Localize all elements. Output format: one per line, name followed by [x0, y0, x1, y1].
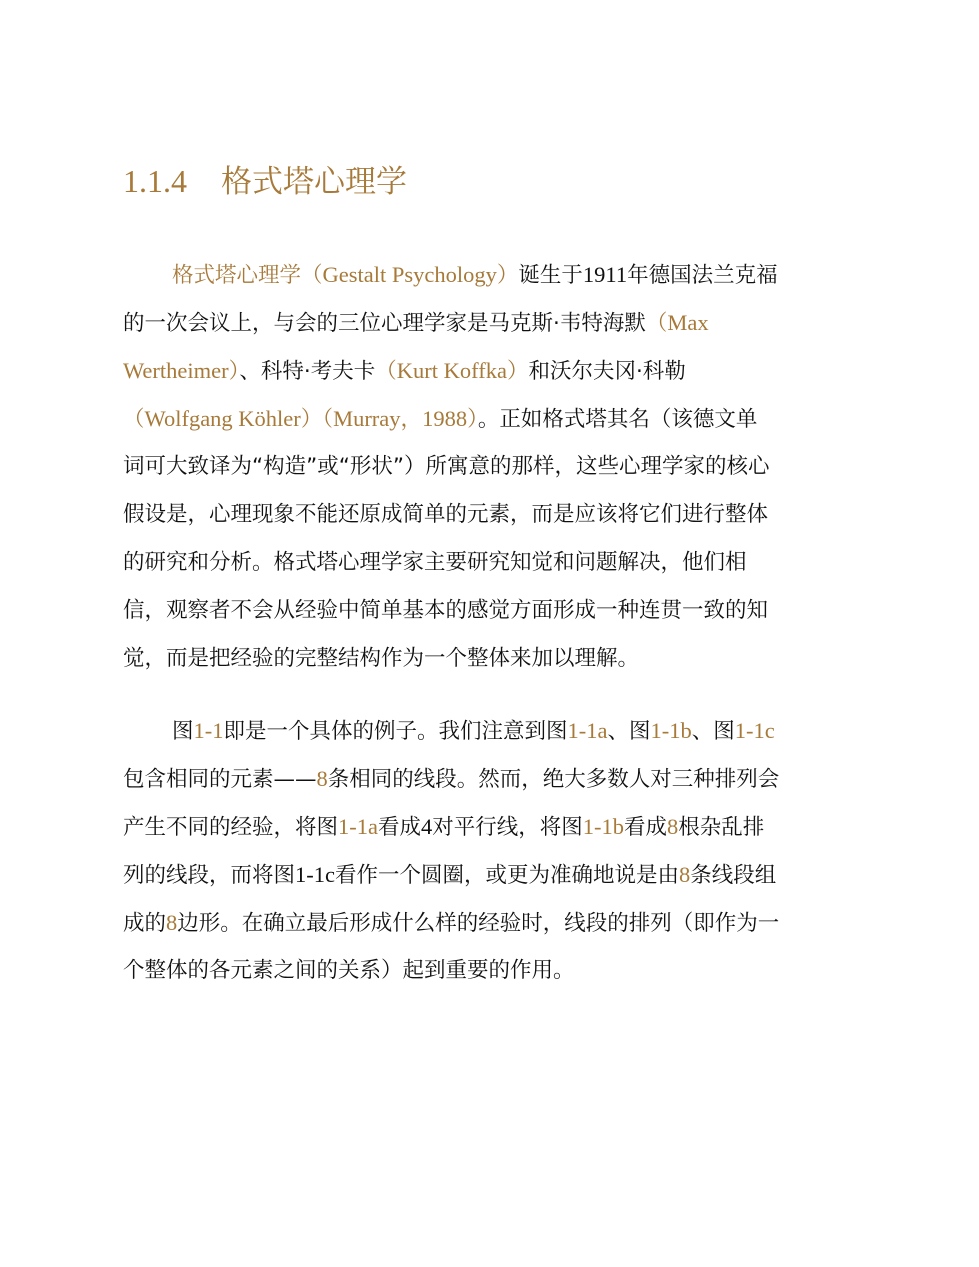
- text-run: 。正如格式塔其名（该德文单: [477, 407, 758, 432]
- text-line: [123, 404, 757, 435]
- highlighted-text: ）: [467, 407, 478, 432]
- highlighted-text: 1-1b: [582, 814, 625, 839]
- text-run: 对平行线，将图: [432, 815, 583, 840]
- highlighted-text: 1-1: [193, 718, 224, 743]
- text-line: [123, 308, 709, 339]
- text-line: [123, 644, 639, 674]
- highlighted-text: 1-1c: [734, 718, 775, 743]
- text-run: 、科特·考夫卡: [239, 359, 376, 384]
- highlighted-text: Wertheimer: [123, 358, 229, 383]
- highlighted-text: Max: [667, 310, 709, 335]
- highlighted-text: 8: [679, 862, 691, 887]
- text-run: 觉，而是把经验的完整结构作为一个整体来加以理解。: [123, 646, 640, 671]
- text-line: [123, 812, 764, 843]
- section-title: 格式塔心理学: [221, 164, 407, 200]
- text-line: [123, 356, 686, 387]
- section-heading: [123, 158, 407, 205]
- highlighted-text: Gestalt Psychology: [322, 262, 497, 287]
- text-line: [172, 260, 778, 291]
- text-line: [123, 764, 779, 795]
- highlighted-text: Kurt Koffka: [396, 358, 507, 383]
- text-run: 1911: [582, 262, 628, 287]
- highlighted-text: 1-1a: [338, 814, 378, 839]
- text-run: 、图: [607, 719, 651, 744]
- text-line: [123, 596, 768, 626]
- text-run: 看成: [378, 815, 422, 840]
- text-run: 成的: [123, 911, 167, 936]
- text-run: 和沃尔夫冈·科勒: [528, 359, 686, 384]
- text-run: 词可大致译为“构造”或“形状”）所寓意的那样，这些心理学家的核心: [123, 454, 770, 479]
- text-line: [123, 956, 575, 986]
- highlighted-text: 8: [316, 766, 328, 791]
- text-line: [123, 860, 776, 891]
- text-run: 产生不同的经验，将图: [123, 815, 339, 840]
- highlighted-text: ）: [506, 359, 529, 384]
- text-run: 根杂乱排: [678, 815, 765, 840]
- highlighted-text: Wolfgang Köhler: [144, 406, 301, 431]
- text-line: [123, 500, 768, 530]
- text-run: 、图: [691, 719, 735, 744]
- text-run: 边形。在确立最后形成什么样的经验时，线段的排列（即作为一: [177, 911, 780, 936]
- text-run: 年德国法兰克福: [627, 263, 778, 288]
- text-line: [123, 548, 747, 578]
- text-run: 看作一个圆圈，或更为准确地说是由: [335, 863, 680, 888]
- text-run: 信，观察者不会从经验中简单基本的感觉方面形成一种连贯一致的知: [123, 598, 769, 623]
- text-run: 看成: [624, 815, 668, 840]
- text-run: 的一次会议上，与会的三位心理学家是马克斯·韦特海默: [123, 311, 646, 336]
- highlighted-text: （: [375, 359, 397, 384]
- highlighted-text: ，: [400, 407, 423, 432]
- text-run: 的研究和分析。格式塔心理学家主要研究知觉和问题解决，他们相: [123, 550, 747, 575]
- highlighted-text: 1-1a: [567, 718, 608, 743]
- text-run: 条相同的线段。然而，绝大多数人对三种排列会: [327, 767, 780, 792]
- text-run: 图: [172, 719, 194, 744]
- text-line: [172, 716, 775, 747]
- highlighted-text: 1-1b: [650, 718, 692, 743]
- highlighted-text: 1988: [422, 406, 468, 431]
- highlighted-text: 格式塔心理学（: [172, 263, 323, 288]
- highlighted-text: 8: [166, 910, 178, 935]
- highlighted-text: ）: [228, 359, 240, 384]
- text-run: 1-1c: [295, 862, 335, 887]
- text-line: [123, 908, 779, 939]
- text-run: 条线段组: [690, 863, 777, 888]
- highlighted-text: Murray: [333, 406, 401, 431]
- section-number: 1.1.4: [123, 163, 187, 199]
- highlighted-text: （: [123, 407, 145, 432]
- text-run: 诞生于: [518, 263, 583, 288]
- highlighted-text: （: [645, 311, 668, 336]
- text-run: 列的线段，而将图: [123, 863, 296, 888]
- text-run: 即是一个具体的例子。我们注意到图: [223, 719, 568, 744]
- text-run: 假设是，心理现象不能还原成简单的元素，而是应该将它们进行整体: [123, 502, 769, 527]
- text-run: 4: [421, 814, 433, 839]
- highlighted-text: ）（: [300, 407, 334, 432]
- text-line: [123, 452, 770, 482]
- highlighted-text: ）: [496, 263, 519, 288]
- highlighted-text: 8: [667, 814, 679, 839]
- text-run: 包含相同的元素——: [123, 767, 317, 792]
- text-run: 个整体的各元素之间的关系）起到重要的作用。: [123, 958, 575, 983]
